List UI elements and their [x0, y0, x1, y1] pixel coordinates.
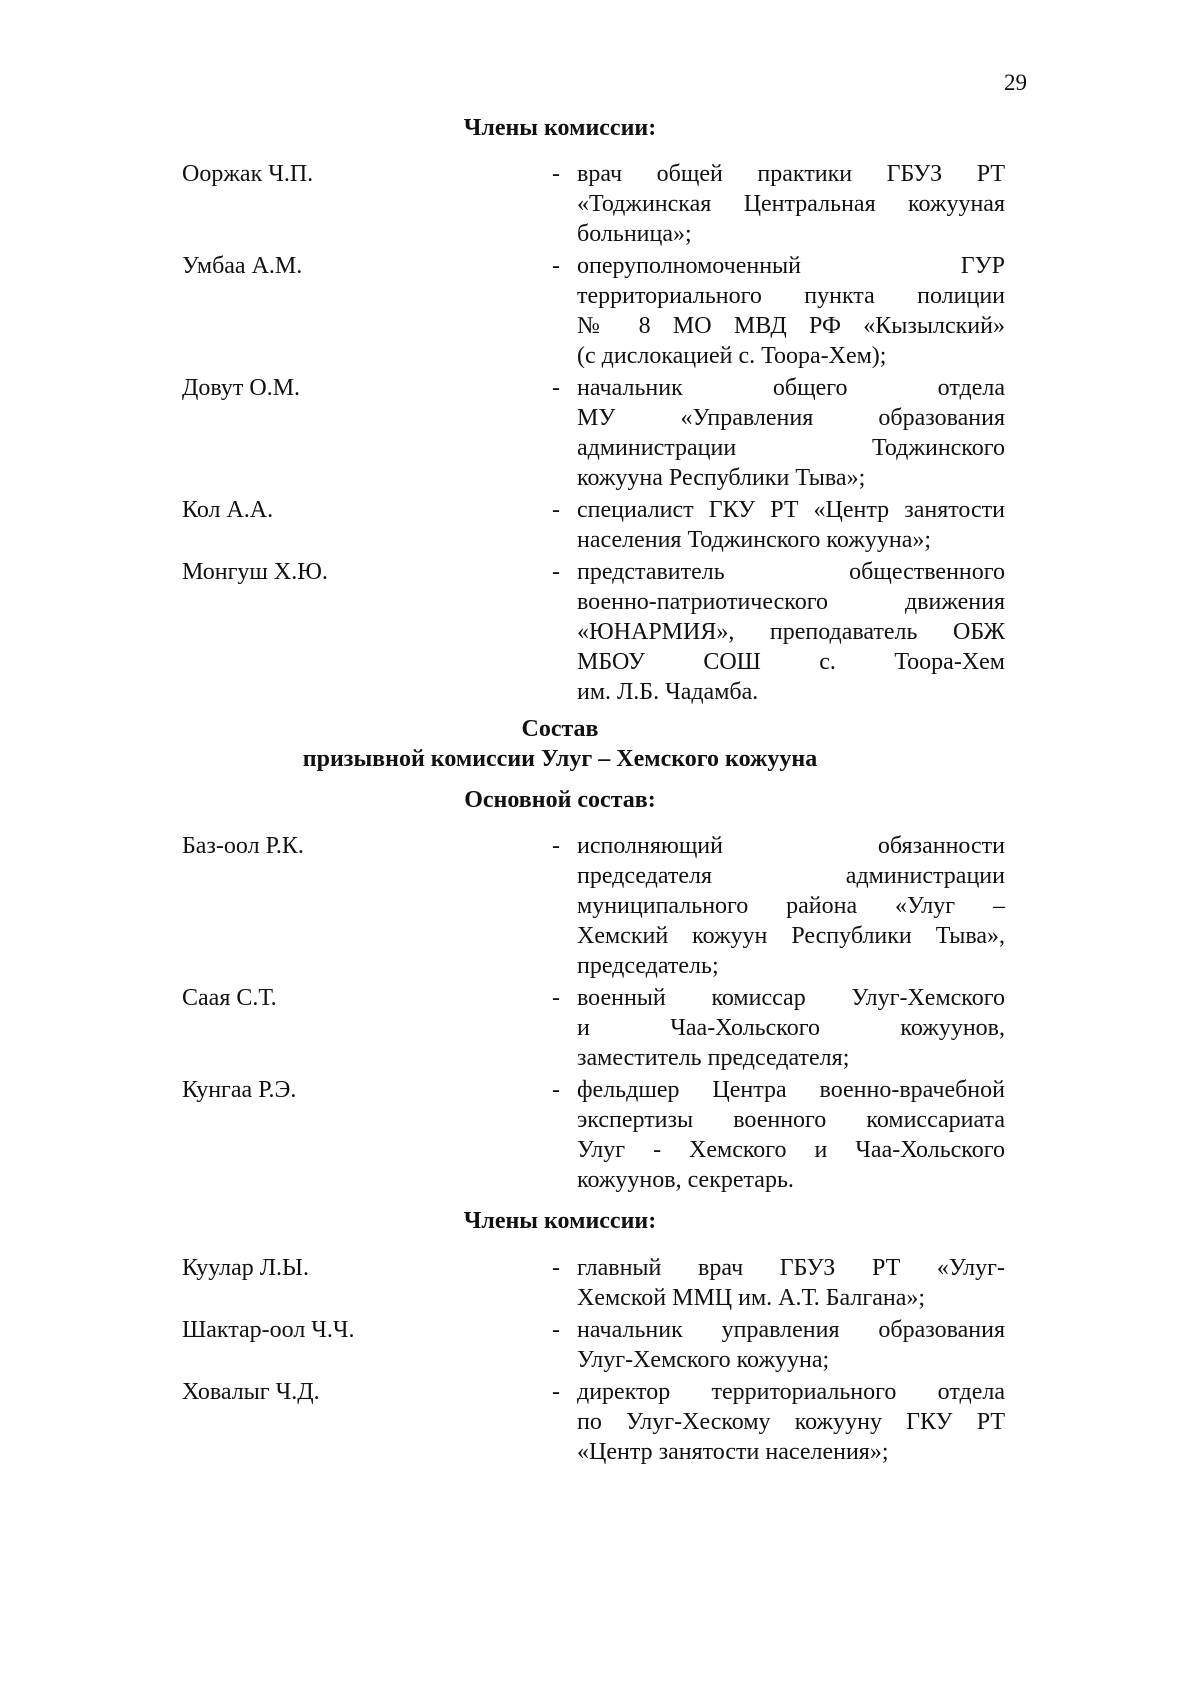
description-line: оперуполномоченный ГУР: [577, 253, 1005, 279]
list-item: [0, 373, 1106, 493]
member-description: [577, 495, 1005, 555]
description-line: территориального пункта полиции: [577, 283, 1005, 309]
dash-separator: -: [552, 497, 560, 523]
description-line: (с дислокацией с. Тоора-Хем);: [577, 343, 887, 369]
list-item: [0, 1075, 1106, 1195]
list-item: [0, 831, 1106, 981]
list-item: [0, 159, 1106, 249]
dash-separator: -: [552, 253, 560, 279]
list-item: [0, 1315, 1106, 1375]
description-line: «Тоджинская Центральная кожууная: [577, 191, 1005, 217]
description-line: «Центр занятости населения»;: [577, 1439, 889, 1465]
member-description: [577, 251, 1005, 371]
members-list: [0, 159, 1106, 709]
list-item: [0, 495, 1106, 555]
description-line: № 8 МО МВД РФ «Кызылский»: [577, 313, 1005, 339]
description-line: населения Тоджинского кожууна»;: [577, 527, 932, 553]
dash-separator: -: [552, 985, 560, 1011]
description-line: МУ «Управления образования: [577, 405, 1005, 431]
description-line: военно-патриотического движения: [577, 589, 1005, 615]
dash-separator: -: [552, 559, 560, 585]
list-item: [0, 1253, 1106, 1313]
description-line: администрации Тоджинского: [577, 435, 1005, 461]
members-heading: Члены комиссии:: [463, 115, 657, 141]
members-heading-2: Члены комиссии:: [463, 1208, 657, 1234]
member-name: Саая С.Т.: [182, 985, 277, 1011]
member-description: [577, 831, 1005, 981]
member-name: Баз-оол Р.К.: [182, 833, 304, 859]
member-description: [577, 1253, 1005, 1313]
description-line: кожуунов, секретарь.: [577, 1167, 794, 1193]
member-name: Кунгаа Р.Э.: [182, 1077, 297, 1103]
member-description: [577, 1075, 1005, 1195]
members-list-2: [0, 1253, 1106, 1469]
member-description: [577, 1377, 1005, 1467]
description-line: заместитель председателя;: [577, 1045, 850, 1071]
page-number: 29: [1004, 70, 1027, 95]
dash-separator: -: [552, 1317, 560, 1343]
description-line: специалист ГКУ РТ «Центр занятости: [577, 497, 1005, 523]
description-line: директор территориального отдела: [577, 1379, 1005, 1405]
member-name: Куулар Л.Ы.: [182, 1255, 309, 1281]
member-description: [577, 557, 1005, 707]
description-line: и Чаа-Хольского кожуунов,: [577, 1015, 1005, 1041]
description-line: больница»;: [577, 221, 692, 247]
member-name: Ооржак Ч.П.: [182, 161, 314, 187]
description-line: по Улуг-Хескому кожууну ГКУ РТ: [577, 1409, 1005, 1435]
dash-separator: -: [552, 833, 560, 859]
member-description: [577, 373, 1005, 493]
dash-separator: -: [552, 161, 560, 187]
description-line: МБОУ СОШ с. Тоора-Хем: [577, 649, 1005, 675]
dash-separator: -: [552, 1077, 560, 1103]
description-line: Хемской ММЦ им. А.Т. Балгана»;: [577, 1285, 926, 1311]
description-line: исполняющий обязанности: [577, 833, 1005, 859]
description-line: Хемский кожуун Республики Тыва»,: [577, 923, 1005, 949]
description-line: муниципального района «Улуг –: [577, 893, 1005, 919]
member-name: Шактар-оол Ч.Ч.: [182, 1317, 355, 1343]
list-item: [0, 557, 1106, 707]
composition-title: Состав: [521, 716, 599, 742]
member-description: [577, 983, 1005, 1073]
main-composition-heading: Основной состав:: [464, 787, 656, 813]
member-name: Довут О.М.: [182, 375, 301, 401]
member-description: [577, 1315, 1005, 1375]
description-line: военный комиссар Улуг-Хемского: [577, 985, 1005, 1011]
member-name: Умбаа А.М.: [182, 253, 303, 279]
list-item: [0, 1377, 1106, 1467]
description-line: председателя администрации: [577, 863, 1005, 889]
description-line: начальник управления образования: [577, 1317, 1005, 1343]
dash-separator: -: [552, 375, 560, 401]
description-line: им. Л.Б. Чадамба.: [577, 679, 759, 705]
member-name: Кол А.А.: [182, 497, 274, 523]
list-item: [0, 983, 1106, 1073]
dash-separator: -: [552, 1255, 560, 1281]
description-line: председатель;: [577, 953, 719, 979]
description-line: кожууна Республики Тыва»;: [577, 465, 866, 491]
description-line: фельдшер Центра военно-врачебной: [577, 1077, 1005, 1103]
member-name: Ховалыг Ч.Д.: [182, 1379, 320, 1405]
main-composition-list: [0, 831, 1106, 1197]
description-line: врач общей практики ГБУЗ РТ: [577, 161, 1005, 187]
dash-separator: -: [552, 1379, 560, 1405]
description-line: главный врач ГБУЗ РТ «Улуг-: [577, 1255, 1005, 1281]
description-line: Улуг-Хемского кожууна;: [577, 1347, 830, 1373]
list-item: [0, 251, 1106, 371]
member-description: [577, 159, 1005, 249]
description-line: начальник общего отдела: [577, 375, 1005, 401]
description-line: Улуг - Хемского и Чаа-Хольского: [577, 1137, 1005, 1163]
description-line: представитель общественного: [577, 559, 1005, 585]
description-line: экспертизы военного комиссариата: [577, 1107, 1005, 1133]
description-line: «ЮНАРМИЯ», преподаватель ОБЖ: [577, 619, 1005, 645]
member-name: Монгуш Х.Ю.: [182, 559, 328, 585]
composition-subtitle: призывной комиссии Улуг – Хемского кожууна: [302, 746, 818, 772]
